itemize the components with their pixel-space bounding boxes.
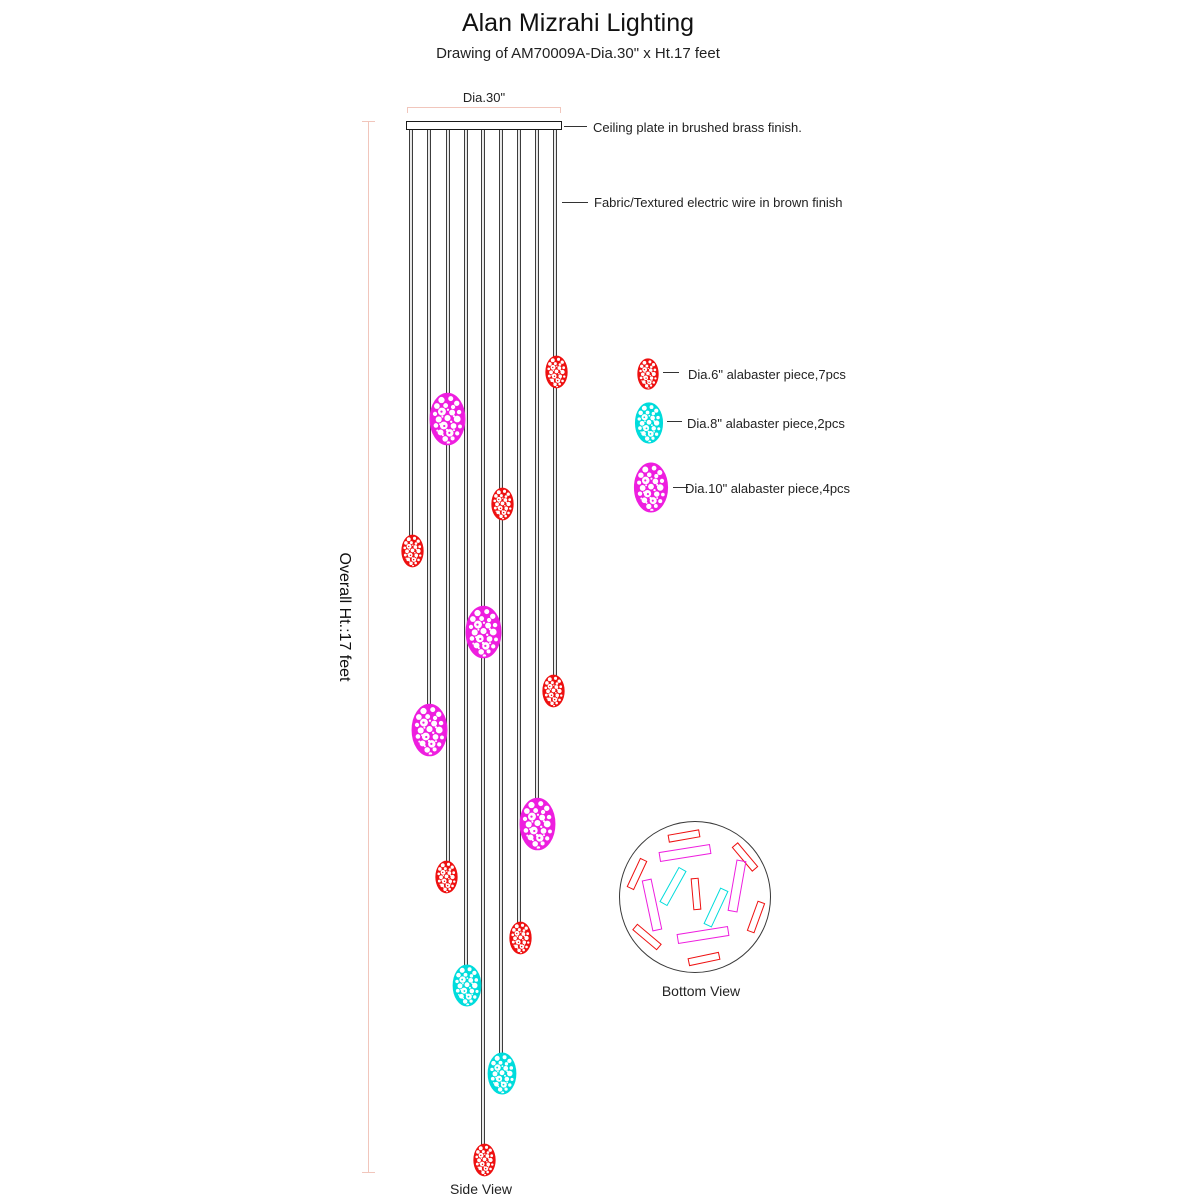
width-dimension-tick-left (407, 107, 408, 113)
header (0, 0, 1156, 62)
legend-swatch-8in (634, 402, 664, 444)
legend-swatch-6in (637, 357, 659, 391)
page-title: Alan Mizrahi Lighting (461, 9, 695, 37)
legend-label-8in: Dia.8" alabaster piece,2pcs (687, 416, 845, 431)
height-dimension-tick-top (362, 121, 375, 122)
electric-wire (464, 128, 468, 985)
wire-note: Fabric/Textured electric wire in brown finish (594, 195, 843, 210)
electric-wire (535, 128, 539, 824)
alabaster-pendant-red (435, 859, 458, 895)
page-subtitle: Drawing of AM70009A-Dia.30" x Ht.17 feet (436, 45, 720, 62)
ceiling-plate-note: Ceiling plate in brushed brass finish. (593, 120, 802, 135)
alabaster-pendant-red (401, 533, 424, 569)
electric-wire (409, 128, 413, 551)
alabaster-pendant-red (509, 920, 532, 956)
alabaster-pendant-magenta (411, 702, 448, 758)
width-dimension-tick-right (560, 107, 561, 113)
alabaster-pendant-cyan (487, 1052, 517, 1095)
alabaster-pendant-red (542, 673, 565, 709)
bottom-view-caption: Bottom View (661, 983, 741, 999)
electric-wire (446, 128, 450, 877)
legend-label-6in: Dia.6" alabaster piece,7pcs (688, 367, 846, 382)
height-dimension-tick-bottom (362, 1172, 375, 1173)
ceiling-plate (406, 121, 562, 130)
width-dimension-label: Dia.30" (462, 90, 506, 105)
alabaster-pendant-magenta (519, 796, 556, 852)
alabaster-pendant-red (473, 1142, 496, 1178)
wire-leader-line (562, 202, 588, 203)
legend-leader-8in (667, 421, 682, 422)
electric-wire (499, 128, 503, 1073)
legend-label-10in: Dia.10" alabaster piece,4pcs (685, 481, 851, 496)
legend-leader-6in (663, 372, 679, 373)
height-dimension-label: Overall Ht.:17 feet (336, 552, 353, 682)
height-dimension-line (368, 121, 369, 1173)
ceiling-plate-leader-line (564, 126, 587, 127)
alabaster-pendant-red (491, 486, 514, 522)
alabaster-pendant-magenta (465, 604, 502, 660)
alabaster-pendant-red (545, 354, 568, 390)
side-view-caption: Side View (449, 1181, 512, 1197)
alabaster-pendant-cyan (452, 964, 482, 1007)
width-dimension-line (407, 107, 561, 108)
legend-swatch-10in (632, 462, 670, 513)
electric-wire (553, 128, 557, 691)
alabaster-pendant-magenta (429, 391, 466, 447)
